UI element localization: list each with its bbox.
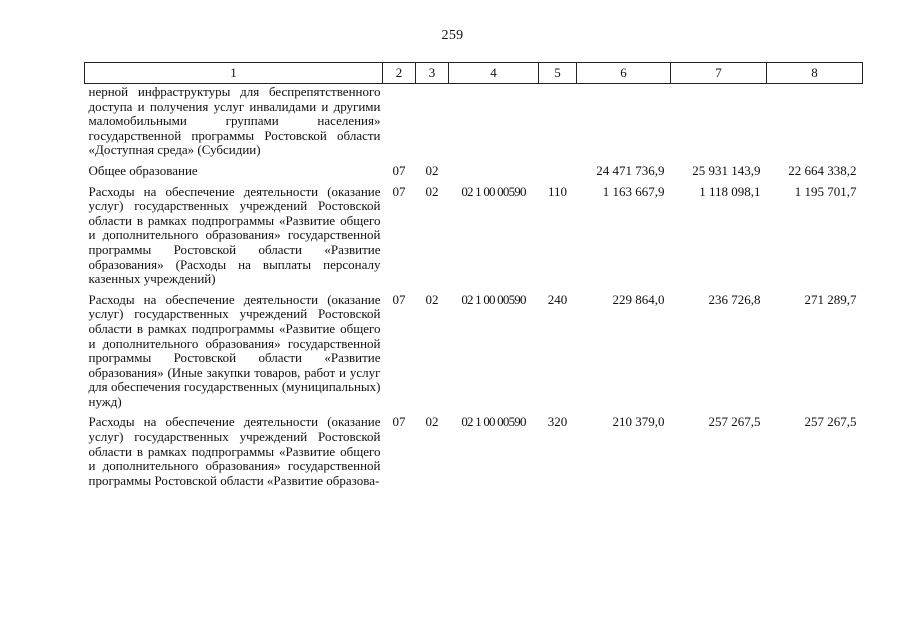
amount-col-8: 1 195 701,7 (794, 183, 857, 199)
amount-col-7: 1 118 098,1 (699, 183, 761, 199)
amount-col-7: 257 267,5 (708, 414, 761, 430)
table-row (85, 84, 863, 158)
column-header-4: 4 (449, 63, 539, 84)
column-header-7: 7 (671, 63, 767, 84)
column-header-5: 5 (539, 63, 577, 84)
table-row (85, 158, 863, 179)
amount-col-6 (577, 84, 671, 158)
amount-col-6: 210 379,0 (612, 414, 665, 430)
amount-col-8: 22 664 338,2 (788, 162, 857, 178)
target-article-code: 02 1 00 00590 (461, 183, 526, 199)
target-article-code: 02 1 00 00590 (461, 414, 526, 430)
expense-type-code: 110 (547, 183, 568, 199)
table-row (85, 179, 863, 287)
target-article-code (449, 84, 539, 158)
target-article-code: 02 1 00 00590 (461, 291, 526, 307)
expense-name: Расходы на обеспечение деятельности (оказание услуг) государственных учреждений Ростовской области в рамках подпрограммы «Развитие общего и дополнительного образования» государственной программы Ростовской области «Развитие образования» (Расходы на выплаты персоналу казенных учреждений) (88, 183, 381, 287)
section-code: 07 (392, 414, 406, 430)
expense-type-code (539, 158, 577, 179)
table-header-row (85, 63, 863, 84)
expense-type-code: 240 (547, 291, 568, 307)
expense-name: нерной инфраструктуры для беспрепятственного доступа и получения услуг инвалидами и другими маломобильными группами населения» государственной программы Ростовской области «Доступная среда» (Субсидии) (88, 84, 381, 158)
expense-type-code (539, 84, 577, 158)
section-code: 07 (392, 183, 406, 199)
expense-name: Расходы на обеспечение деятельности (оказание услуг) государственных учреждений Ростовской области в рамках подпрограммы «Развитие общего и дополнительного образования» государственной программы Ростовской области «Развитие образования» (Иные закупки товаров, работ и услуг для обеспечения государственных (муниципальных) нужд) (88, 291, 381, 409)
amount-col-6: 229 864,0 (612, 291, 665, 307)
column-header-1: 1 (85, 63, 383, 84)
subsection-code: 02 (425, 183, 439, 199)
amount-col-6: 1 163 667,9 (602, 183, 665, 199)
subsection-code: 02 (425, 162, 439, 178)
column-header-6: 6 (577, 63, 671, 84)
target-article-code (449, 158, 539, 179)
subsection-code: 02 (425, 291, 439, 307)
column-header-2: 2 (383, 63, 416, 84)
section-code: 07 (392, 291, 406, 307)
amount-col-7 (671, 84, 767, 158)
table-row (85, 287, 863, 410)
budget-table (84, 62, 863, 488)
expense-name: Расходы на обеспечение деятельности (оказание услуг) государственных учреждений Ростовской области в рамках подпрограммы «Развитие общего и дополнительного образования» государственной программы Ростовской области «Развитие образова- (88, 414, 381, 488)
amount-col-7: 25 931 143,9 (692, 162, 761, 178)
column-header-3: 3 (416, 63, 449, 84)
amount-col-8 (767, 84, 863, 158)
amount-col-6: 24 471 736,9 (596, 162, 665, 178)
amount-col-7: 236 726,8 (708, 291, 761, 307)
expense-name: Общее образование (88, 162, 198, 178)
expense-type-code: 320 (547, 414, 568, 430)
subsection-code: 02 (425, 414, 439, 430)
page-number: 259 (441, 28, 464, 43)
table-row (85, 409, 863, 488)
section-code (383, 84, 416, 158)
column-header-8: 8 (767, 63, 863, 84)
amount-col-8: 257 267,5 (804, 414, 857, 430)
amount-col-8: 271 289,7 (804, 291, 857, 307)
section-code: 07 (392, 162, 406, 178)
subsection-code (416, 84, 449, 158)
